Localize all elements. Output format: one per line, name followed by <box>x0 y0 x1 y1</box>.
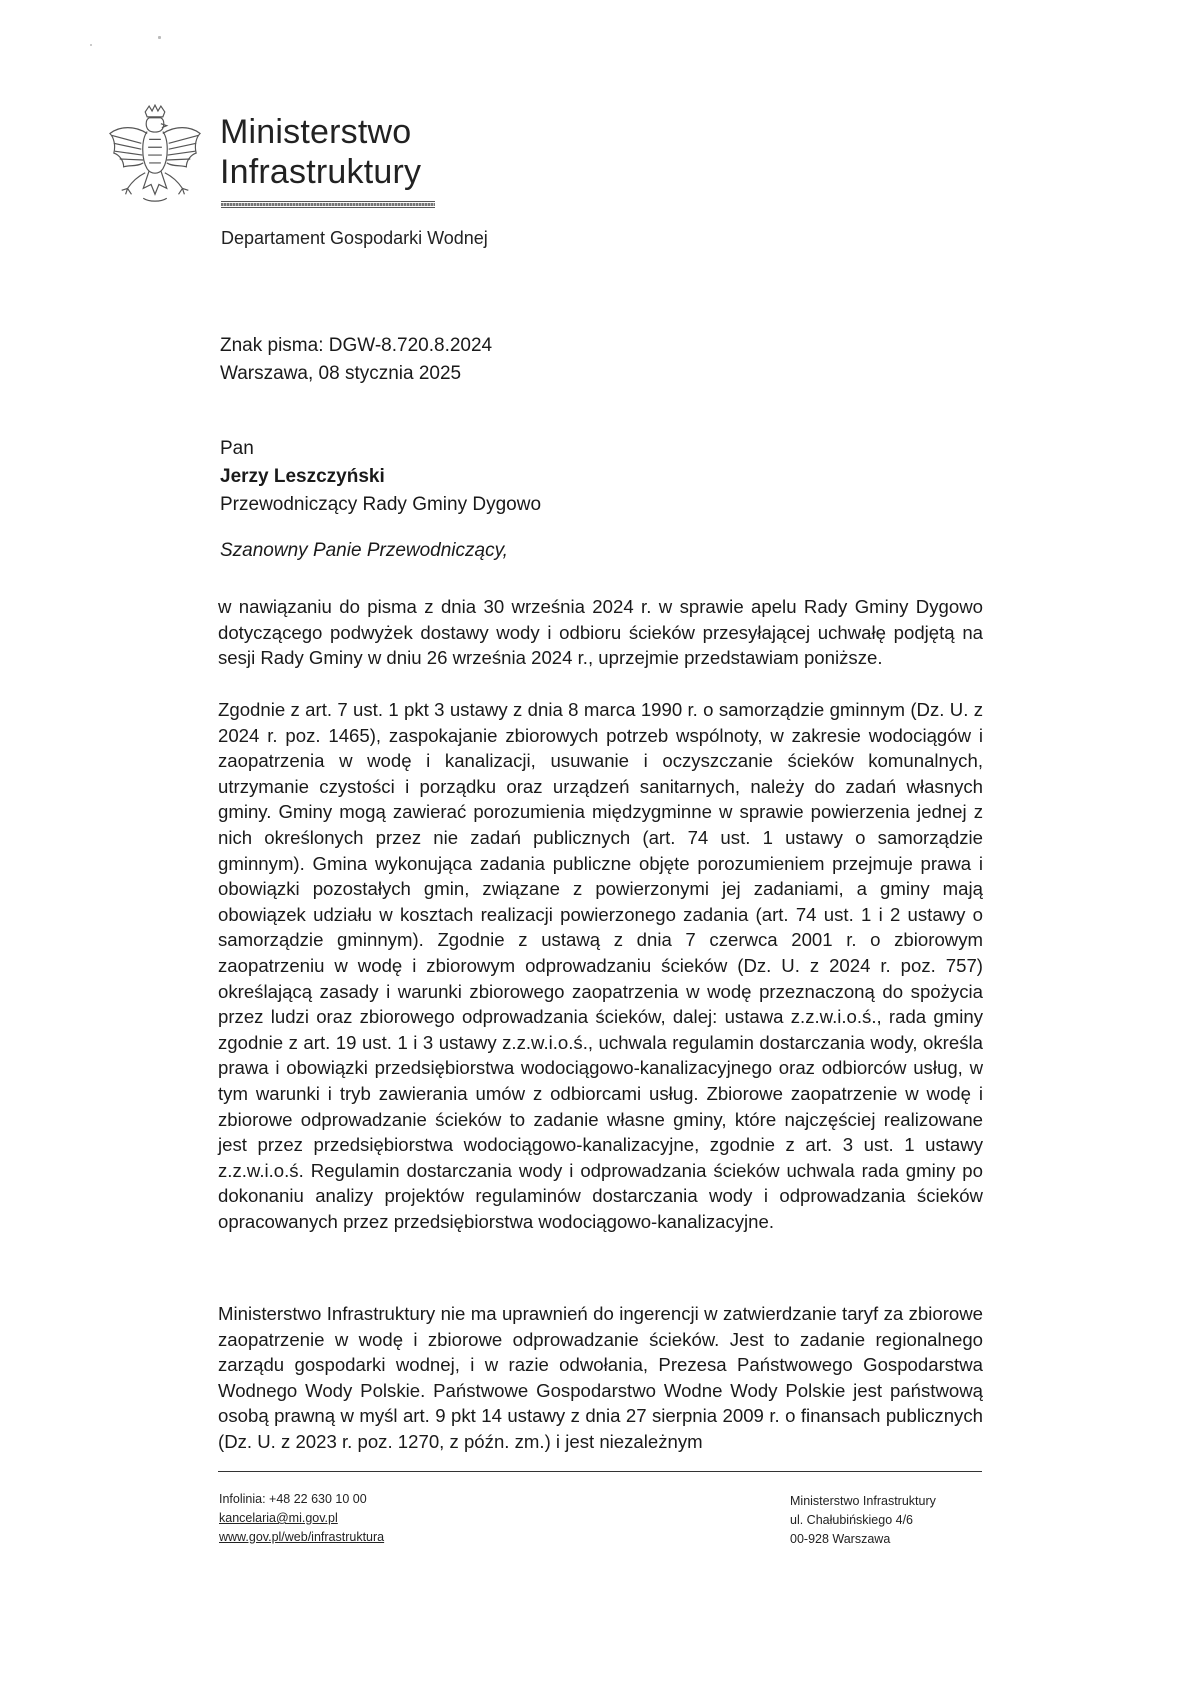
footer-website-link[interactable]: www.gov.pl/web/infrastruktura <box>219 1530 385 1544</box>
body-paragraph-3: Ministerstwo Infrastruktury nie ma uprawnień do ingerencji w zatwierdzanie taryf za zbiorowe zaopatrzenie w wodę i zbiorowe odprowadzanie ścieków. Jest to zadanie regionalnego zarządu gospodarki wodnej, i w razie odwołania, Prezesa Państwowego Gospodarstwa Wodnego Wody Polskie. Państwowe Gospodarstwo Wodne Wody Polskie jest państwową osobą prawną w myśl art. 9 pkt 14 ustawy z dnia 27 sierpnia 2009 r. o finansach publicznych (Dz. U. z 2023 r. poz. 1270, z późn. zm.) i jest niezależnym <box>218 1303 983 1452</box>
recipient-position: Przewodniczący Rady Gminy Dygowo <box>220 494 542 515</box>
footer-address-line2: ul. Chałubińskiego 4/6 <box>790 1513 913 1527</box>
department-name: Departament Gospodarki Wodnej <box>221 228 488 248</box>
scan-speck <box>158 36 161 39</box>
footer-address-line3: 00-928 Warszawa <box>790 1532 891 1546</box>
ministry-name <box>220 112 421 192</box>
body-paragraph-1: w nawiązaniu do pisma z dnia 30 września 2024 r. w sprawie apelu Rady Gminy Dygowo dotyczącego podwyżek dostawy wody i odbioru ścieków przesyłającej uchwałę podjętą na sesji Rady Gminy w dniu 26 września 2024 r., uprzejmie przedstawiam poniższe. <box>218 596 983 669</box>
footer-phone: Infolinia: +48 22 630 10 00 <box>219 1492 367 1506</box>
ministry-name-line1: Ministerstwo <box>220 113 412 151</box>
footer-divider <box>218 1471 982 1472</box>
footer-email-link[interactable]: kancelaria@mi.gov.pl <box>219 1511 338 1525</box>
polish-eagle-emblem-icon <box>106 104 204 214</box>
recipient-title: Pan <box>220 438 254 459</box>
recipient-name: Jerzy Leszczyński <box>220 466 385 487</box>
scan-speck <box>90 44 92 46</box>
letter-meta <box>220 332 492 388</box>
reference-number: Znak pisma: DGW-8.720.8.2024 <box>220 335 493 356</box>
salutation: Szanowny Panie Przewodniczący, <box>220 540 508 561</box>
place-date: Warszawa, 08 stycznia 2025 <box>220 363 462 384</box>
footer-address-line1: Ministerstwo Infrastruktury <box>790 1494 936 1508</box>
recipient-block <box>220 435 541 519</box>
ministry-name-line2: Infrastruktury <box>220 153 422 191</box>
footer-contact <box>219 1490 384 1547</box>
footer-address <box>790 1492 936 1549</box>
header-divider <box>221 201 435 208</box>
body-paragraph-2: Zgodnie z art. 7 ust. 1 pkt 3 ustawy z dnia 8 marca 1990 r. o samorządzie gminnym (Dz. U. z 2024 r. poz. 1465), zaspokajanie zbiorowych potrzeb wspólnoty, w zakresie wodociągów i zaopatrzenia w wodę i kanalizacji, usuwanie i oczyszczanie ścieków komunalnych, utrzymanie czystości i porządku oraz urządzeń sanitarnych, należy do zadań własnych gminy. Gminy mogą zawierać porozumienia międzygminne w sprawie powierzenia jednej z nich określonych przez nie zadań publicznych (art. 74 ust. 1 ustawy o samorządzie gminnym). Gmina wykonująca zadania publiczne objęte porozumieniem przejmuje prawa i obowiązki pozostałych gmin, związane z powierzonymi jej zadaniami, a gminy mają obowiązek udziału w kosztach realizacji powierzonego zadania (art. 74 ust. 1 i 2 ustawy o samorządzie gminnym). Zgodnie z ustawą z dnia 7 czerwca 2001 r. o zbiorowym zaopatrzeniu w wodę i zbiorowym odprowadzaniu ścieków (Dz. U. z 2024 r. poz. 757) określającą zasady i warunki zbiorowego zaopatrzenia w wodę przeznaczoną do spożycia przez ludzi oraz zbiorowego odprowadzania ścieków, dalej: ustawa z.z.w.i.o.ś., rada gminy zgodnie z art. 19 ust. 1 i 3 ustawy z.z.w.i.o.ś., uchwala regulamin dostarczania wody, określa prawa i obowiązki przedsiębiorstwa wodociągowo-kanalizacyjnego oraz odbiorców usług, w tym warunki i tryb zawierania umów z odbiorcami usług. Zbiorowe zaopatrzenie w wodę i zbiorowe odprowadzanie ścieków to zadanie własne gminy, które najczęściej realizowane jest przez przedsiębiorstwa wodociągowo-kanalizacyjne, zgodnie z art. 3 ust. 1 ustawy z.z.w.i.o.ś. Regulamin dostarczania wody i odprowadzania ścieków uchwala rada gminy po dokonaniu analizy projektów regulaminów dostarczania wody i odprowadzania ścieków opracowanych przez przedsiębiorstwa wodociągowo-kanalizacyjne. <box>218 699 983 1232</box>
